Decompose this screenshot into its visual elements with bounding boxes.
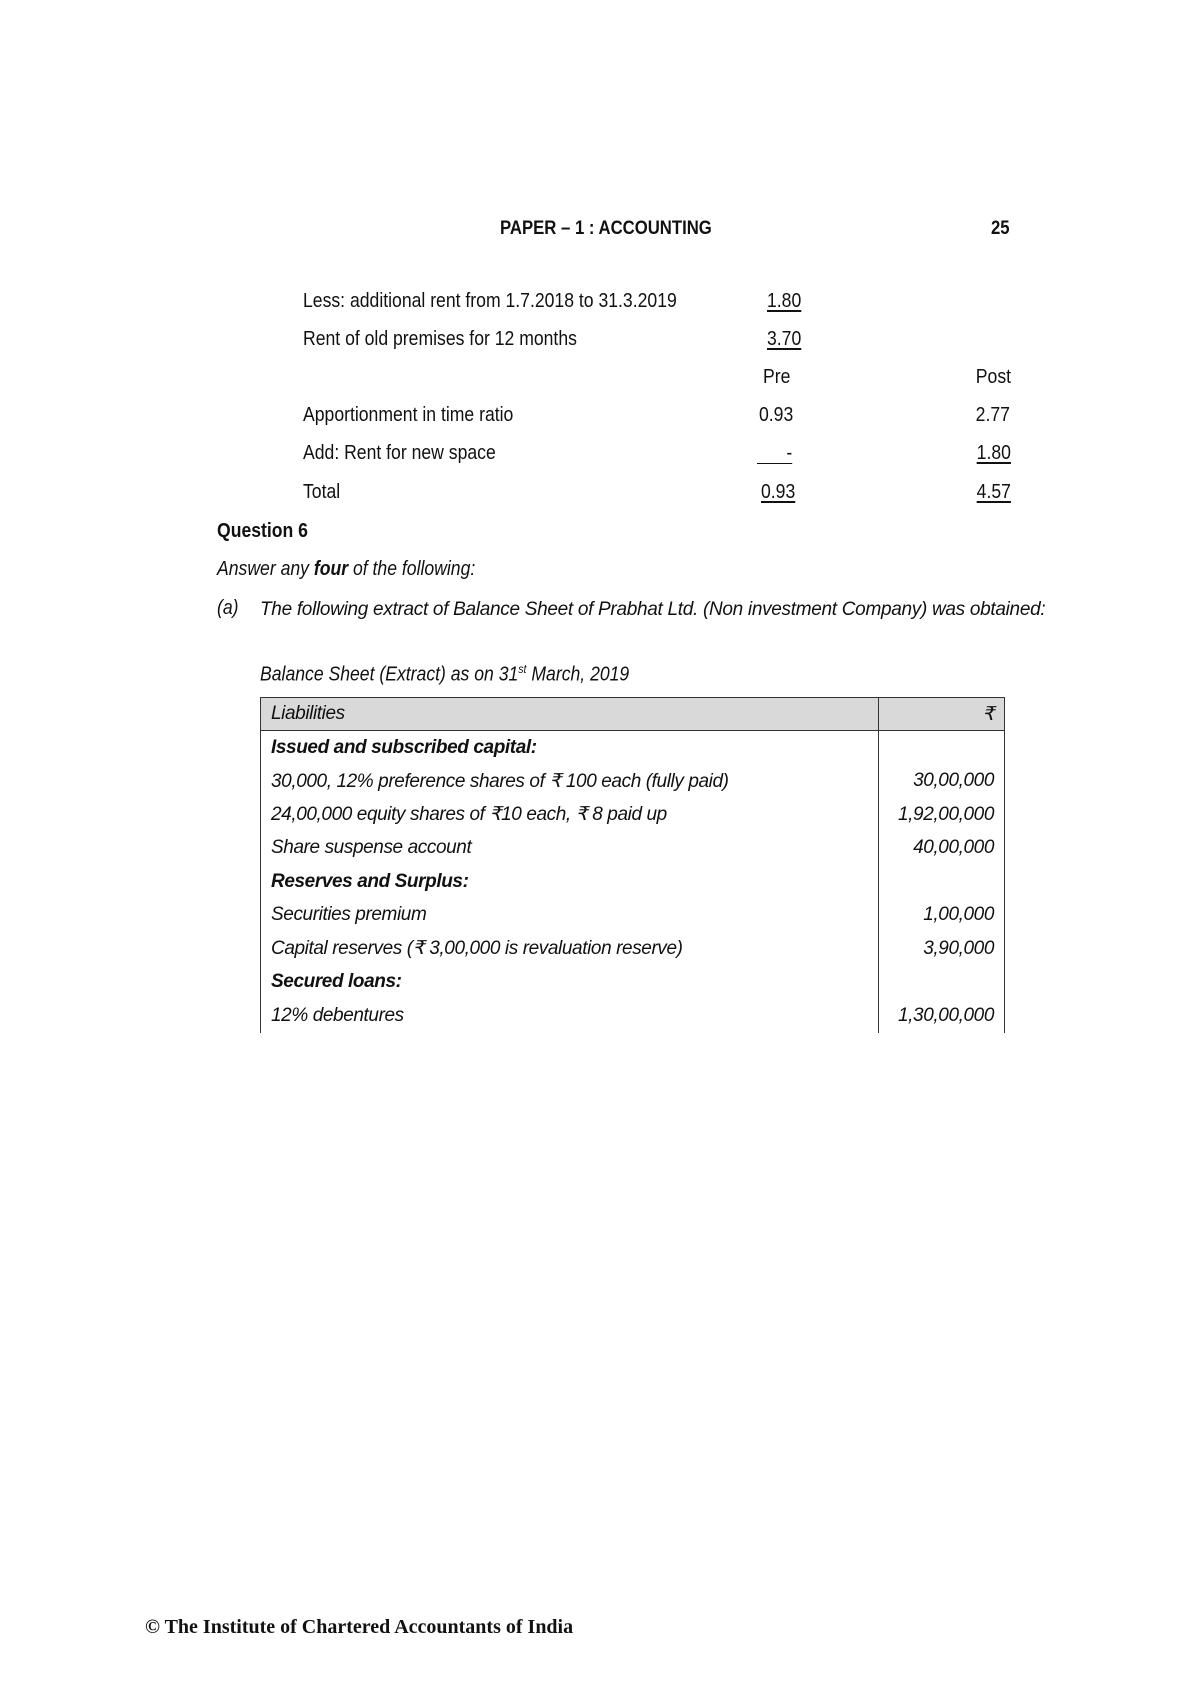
calc-old-rent-value: 3.70 [767,328,802,350]
row-label: Secured loans: [261,966,879,1000]
question-instruction [217,558,475,581]
page-number: 25 [991,218,1010,239]
calc-less-label: Less: additional rent from 1.7.2018 to 31.3.2019 [303,290,677,312]
row-label: Share suspense account [261,832,879,866]
caption-pre: Balance Sheet (Extract) as on 31 [260,663,519,686]
table-row [261,966,1005,1000]
table-row [261,932,1005,966]
calc-total-pre: 0.93 [761,481,796,503]
table-row [261,899,1005,933]
calc-apportion-post: 2.77 [975,404,1010,426]
row-label: Securities premium [261,899,879,933]
calc-total-post: 4.57 [976,481,1011,503]
header-liabilities: Liabilities [261,698,879,731]
footer-copyright: © The Institute of Chartered Accountants of India [145,1616,574,1638]
row-amount [879,865,1005,899]
calc-add-pre: - [757,443,792,464]
calc-add-label: Add: Rent for new space [303,442,496,464]
row-amount: 1,30,00,000 [879,999,1005,1033]
row-amount: 30,00,000 [879,765,1005,799]
calc-less-value: 1.80 [767,290,802,312]
table-row [261,731,1005,765]
row-label: 24,00,000 equity shares of ₹10 each, ₹ 8 paid up [261,798,879,832]
instruction-bold: four [313,558,349,580]
table-row [261,865,1005,899]
calc-old-rent-label: Rent of old premises for 12 months [303,328,577,350]
question-heading: Question 6 [217,520,308,542]
calc-col-pre: Pre [763,366,791,388]
calc-apportion-label: Apportionment in time ratio [303,404,514,426]
caption-sup: st [518,662,527,676]
instruction-post: of the following: [348,558,476,580]
calc-apportion-pre: 0.93 [759,404,794,426]
calc-add-post: 1.80 [976,442,1011,464]
row-label: Reserves and Surplus: [261,865,879,899]
row-amount: 3,90,000 [879,932,1005,966]
balance-sheet-table [260,697,1005,1033]
row-label: 12% debentures [261,999,879,1033]
row-label: 30,000, 12% preference shares of ₹ 100 each (fully paid) [261,765,879,799]
row-label: Capital reserves (₹ 3,00,000 is revaluation reserve) [261,932,879,966]
table-row [261,999,1005,1033]
caption-post: March, 2019 [526,663,630,686]
row-label: Issued and subscribed capital: [261,731,879,765]
calc-col-post: Post [975,366,1011,388]
part-label: (a) [217,597,239,619]
balance-sheet-caption [260,662,629,687]
row-amount [879,731,1005,765]
row-amount: 1,00,000 [879,899,1005,933]
calc-add-pre-wrap [757,442,792,465]
row-amount: 1,92,00,000 [879,798,1005,832]
table-row [261,798,1005,832]
header-currency: ₹ [879,698,1005,731]
row-amount [879,966,1005,1000]
page-title: PAPER – 1 : ACCOUNTING [500,218,712,239]
table-header-row [261,698,1005,731]
instruction-pre: Answer any [217,558,314,580]
row-amount: 40,00,000 [879,832,1005,866]
calc-total-label: Total [303,481,341,503]
part-text: The following extract of Balance Sheet of Prabhat Ltd. (Non investment Company) was obtained: [260,599,1046,620]
table-row [261,832,1005,866]
table-row [261,765,1005,799]
